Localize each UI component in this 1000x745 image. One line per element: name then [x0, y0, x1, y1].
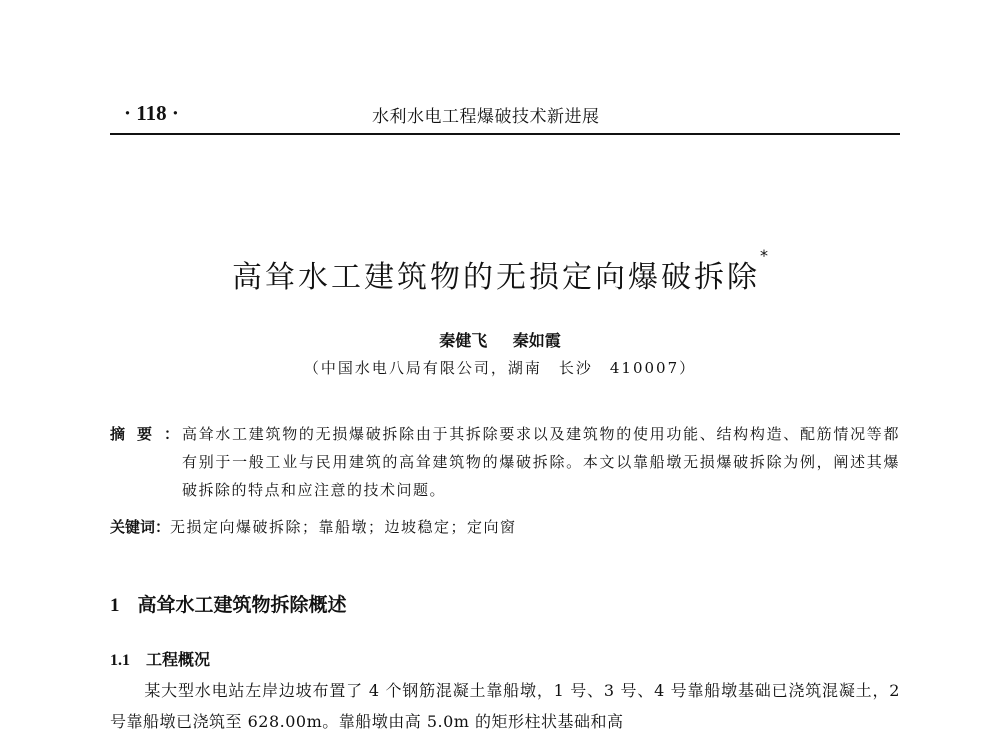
body-paragraph [110, 675, 900, 737]
title-footnote-mark: * [760, 246, 768, 265]
keywords-text: 无损定向爆破拆除；靠船墩；边坡稳定；定向窗 [170, 518, 517, 536]
running-header [110, 93, 900, 135]
abstract-text: 高耸水工建筑物的无损爆破拆除由于其拆除要求以及建筑物的使用功能、结构构造、配筋情况等都有别于一般工业与民用建筑的高耸建筑物的爆破拆除。本文以靠船墩无损爆破拆除为例，阐述其爆破拆除的特点和应注意的技术问题。 [182, 425, 900, 499]
body-paragraph-text: 某大型水电站左岸边坡布置了 4 个钢筋混凝土靠船墩，1 号、3 号、4 号靠船墩基础已浇筑混凝土，2 号靠船墩已浇筑至 628.00m。靠船墩由高 5.0m 的矩形柱状基础和高 [110, 681, 900, 731]
keywords-label: 关键词： [110, 518, 171, 536]
paper-title-text: 高耸水工建筑物的无损定向爆破拆除 [232, 260, 760, 295]
affiliation: （中国水电八局有限公司，湖南 长沙 410007） [303, 359, 697, 377]
subsection-heading [110, 647, 210, 670]
author-name: 秦健飞 [439, 331, 488, 350]
page-number: · 118 · [124, 101, 179, 125]
abstract [110, 420, 910, 504]
subsection-title: 工程概况 [146, 650, 211, 669]
keywords [110, 513, 900, 541]
author-list [0, 328, 1000, 351]
section-title: 高耸水工建筑物拆除概述 [137, 594, 347, 616]
abstract-label: 摘要： [110, 425, 192, 443]
section-heading [110, 590, 347, 617]
paper-title [0, 246, 1000, 296]
running-title: 水利水电工程爆破技术新进展 [372, 107, 600, 127]
section-number: 1 [110, 595, 120, 616]
author-name: 秦如霞 [512, 331, 561, 350]
subsection-number: 1.1 [110, 652, 130, 669]
